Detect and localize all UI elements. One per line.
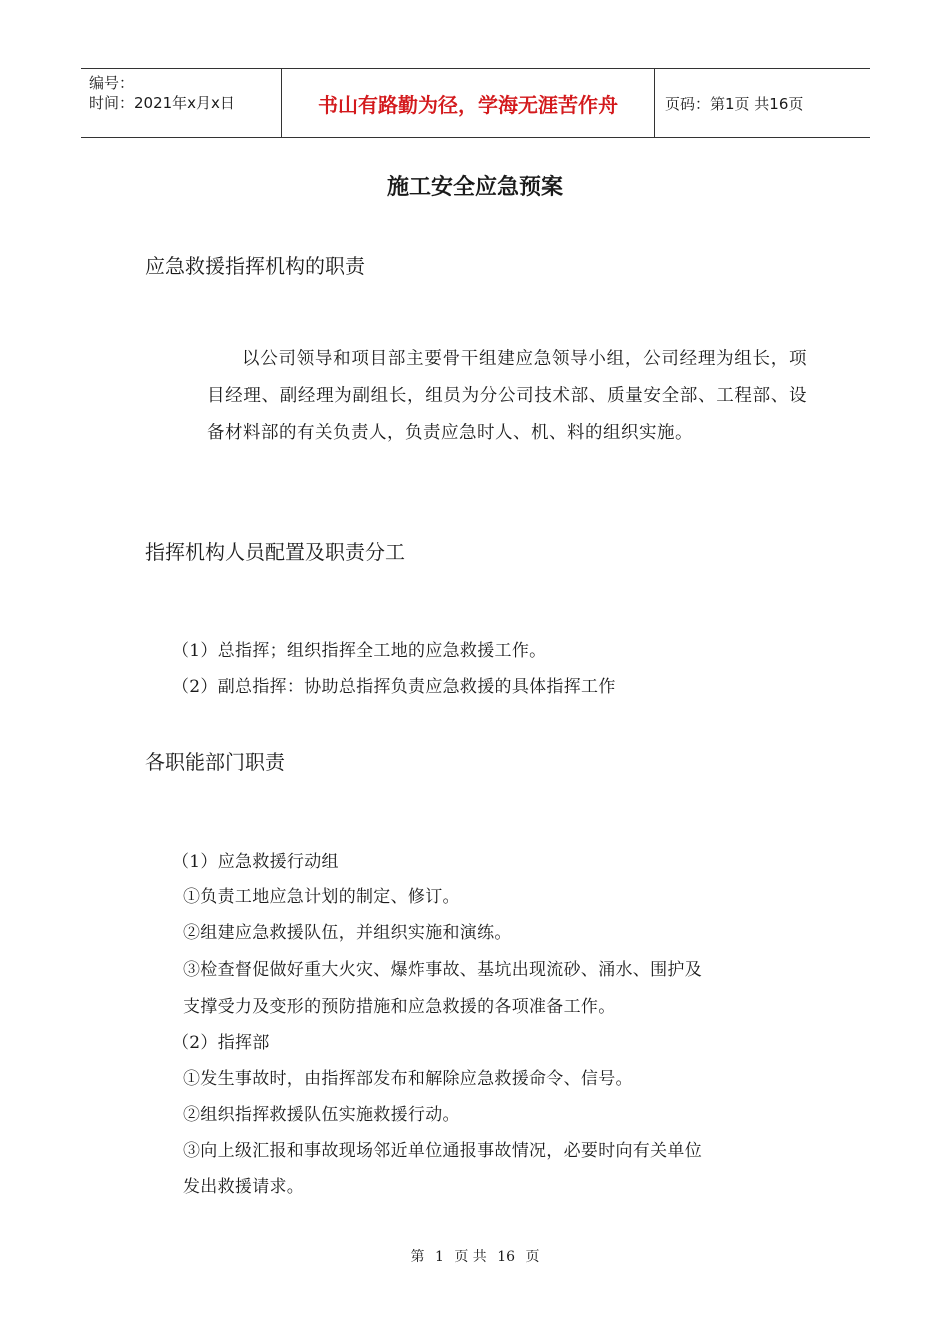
list-item: 发出救援请求。 xyxy=(183,1177,305,1197)
footer-mid: 页 共 xyxy=(454,1249,487,1265)
time-label: 时间：2021年x月x日 xyxy=(89,94,235,112)
header-meta xyxy=(81,69,282,137)
list-item: ①负责工地应急计划的制定、修订。 xyxy=(183,887,460,907)
section-heading-1: 应急救援指挥机构的职责 xyxy=(145,254,365,278)
document-title: 施工安全应急预案 xyxy=(386,175,563,200)
footer-page-number: 1 xyxy=(434,1249,444,1265)
list-item: ①发生事故时，由指挥部发布和解除应急救援命令、信号。 xyxy=(183,1069,633,1089)
header-table xyxy=(81,68,870,138)
list-item: （1）应急救援行动组 xyxy=(172,852,339,872)
footer-suffix: 页 xyxy=(525,1249,540,1265)
header-motto: 书山有路勤为径，学海无涯苦作舟 xyxy=(282,69,655,137)
list-item: 支撑受力及变形的预防措施和应急救援的各项准备工作。 xyxy=(183,997,616,1017)
list-item: ②组建应急救援队伍，并组织实施和演练。 xyxy=(183,923,512,943)
list-item: （2）指挥部 xyxy=(172,1033,270,1053)
list-item: （1）总指挥；组织指挥全工地的应急救援工作。 xyxy=(172,641,547,661)
list-item: ③检查督促做好重大火灾、爆炸事故、基坑出现流砂、涌水、围护及 xyxy=(183,960,702,980)
number-label: 编号： xyxy=(89,74,135,92)
list-item: ②组织指挥救援队伍实施救援行动。 xyxy=(183,1105,460,1125)
section-1-paragraph: 以公司领导和项目部主要骨干组建应急领导小组，公司经理为组长，项目经理、副经理为副组长，组员为分公司技术部、质量安全部、工程部、设备材料部的有关负责人，负责应急时人、机、料的组织实施。 xyxy=(207,349,807,443)
section-heading-2: 指挥机构人员配置及职责分工 xyxy=(145,540,405,564)
section-heading-3: 各职能部门职责 xyxy=(145,750,285,774)
header-page-info: 页码：第1页 共16页 xyxy=(665,94,804,113)
footer-prefix: 第 xyxy=(410,1249,425,1265)
list-item: ③向上级汇报和事故现场邻近单位通报事故情况，必要时向有关单位 xyxy=(183,1141,702,1161)
footer-total-pages: 16 xyxy=(497,1249,516,1265)
page-footer xyxy=(0,1246,950,1266)
list-item: （2）副总指挥：协助总指挥负责应急救援的具体指挥工作 xyxy=(172,677,616,697)
